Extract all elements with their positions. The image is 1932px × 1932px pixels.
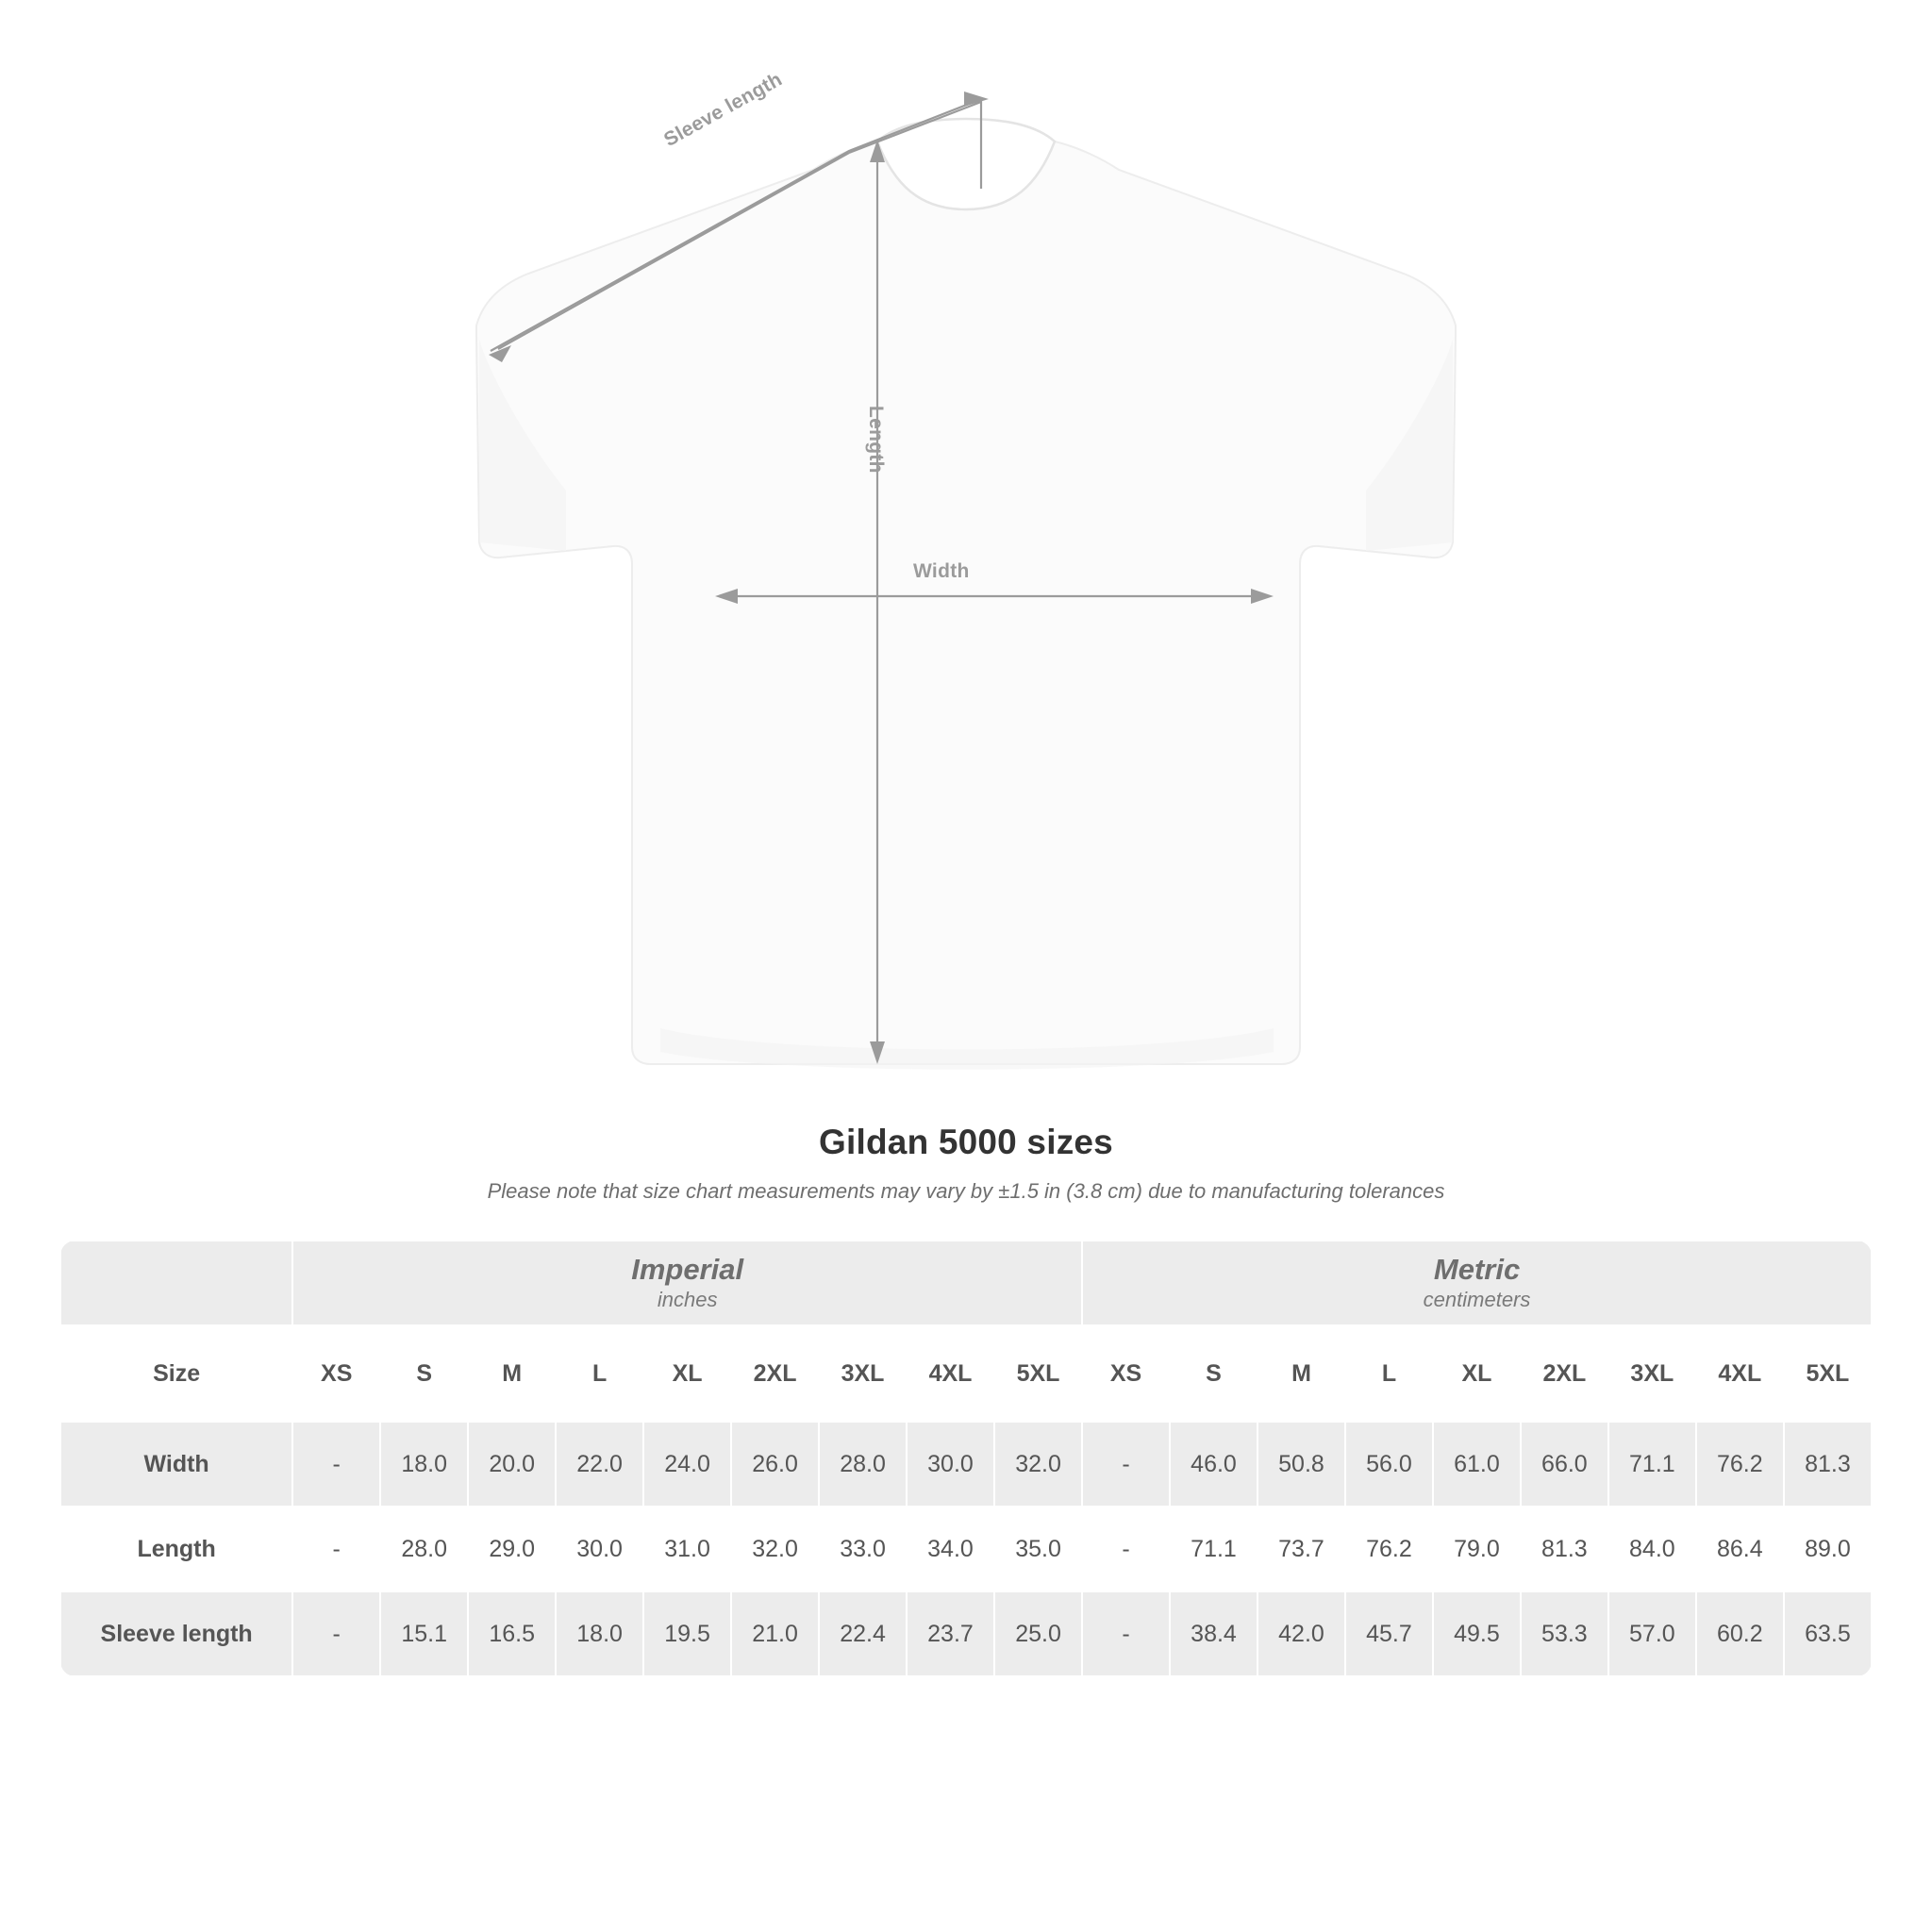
cell-length-metric-4: 79.0 bbox=[1433, 1507, 1521, 1591]
cell-sleeve-imperial-7: 23.7 bbox=[907, 1591, 994, 1676]
cell-sleeve-metric-6: 57.0 bbox=[1608, 1591, 1696, 1676]
cell-length-metric-1: 71.1 bbox=[1170, 1507, 1257, 1591]
cell-length-imperial-2: 29.0 bbox=[468, 1507, 556, 1591]
unit-group-metric bbox=[1082, 1241, 1872, 1325]
size-table-wrapper bbox=[59, 1240, 1873, 1677]
cell-length-imperial-3: 30.0 bbox=[556, 1507, 643, 1591]
cell-length-metric-3: 76.2 bbox=[1345, 1507, 1433, 1591]
cell-length-metric-2: 73.7 bbox=[1257, 1507, 1345, 1591]
size-header-imperial-3: L bbox=[556, 1325, 643, 1422]
cell-sleeve-imperial-1: 15.1 bbox=[380, 1591, 468, 1676]
cell-width-metric-8: 81.3 bbox=[1784, 1422, 1872, 1507]
size-header-label: Size bbox=[60, 1325, 292, 1422]
cell-width-metric-4: 61.0 bbox=[1433, 1422, 1521, 1507]
size-header-imperial-4: XL bbox=[643, 1325, 731, 1422]
cell-length-imperial-1: 28.0 bbox=[380, 1507, 468, 1591]
cell-sleeve-metric-0: - bbox=[1082, 1591, 1170, 1676]
cell-sleeve-metric-8: 63.5 bbox=[1784, 1591, 1872, 1676]
cell-length-metric-7: 86.4 bbox=[1696, 1507, 1784, 1591]
cell-width-imperial-1: 18.0 bbox=[380, 1422, 468, 1507]
table-row-length bbox=[60, 1507, 1872, 1591]
size-header-imperial-0: XS bbox=[292, 1325, 380, 1422]
cell-sleeve-imperial-3: 18.0 bbox=[556, 1591, 643, 1676]
cell-width-imperial-6: 28.0 bbox=[819, 1422, 907, 1507]
cell-sleeve-metric-1: 38.4 bbox=[1170, 1591, 1257, 1676]
size-header-metric-2: M bbox=[1257, 1325, 1345, 1422]
size-header-imperial-1: S bbox=[380, 1325, 468, 1422]
cell-sleeve-imperial-6: 22.4 bbox=[819, 1591, 907, 1676]
cell-length-imperial-6: 33.0 bbox=[819, 1507, 907, 1591]
cell-width-imperial-0: - bbox=[292, 1422, 380, 1507]
cell-width-metric-3: 56.0 bbox=[1345, 1422, 1433, 1507]
cell-length-metric-0: - bbox=[1082, 1507, 1170, 1591]
cell-length-metric-6: 84.0 bbox=[1608, 1507, 1696, 1591]
unit-metric-sub: centimeters bbox=[1423, 1287, 1531, 1311]
cell-sleeve-metric-3: 45.7 bbox=[1345, 1591, 1433, 1676]
size-header-imperial-7: 4XL bbox=[907, 1325, 994, 1422]
cell-length-imperial-5: 32.0 bbox=[731, 1507, 819, 1591]
row-label-sleeve-length: Sleeve length bbox=[60, 1591, 292, 1676]
cell-width-imperial-8: 32.0 bbox=[994, 1422, 1082, 1507]
cell-length-imperial-0: - bbox=[292, 1507, 380, 1591]
size-header-metric-5: 2XL bbox=[1521, 1325, 1608, 1422]
cell-width-imperial-2: 20.0 bbox=[468, 1422, 556, 1507]
cell-sleeve-imperial-0: - bbox=[292, 1591, 380, 1676]
row-label-length: Length bbox=[60, 1507, 292, 1591]
cell-width-imperial-5: 26.0 bbox=[731, 1422, 819, 1507]
cell-length-metric-8: 89.0 bbox=[1784, 1507, 1872, 1591]
size-header-imperial-2: M bbox=[468, 1325, 556, 1422]
cell-width-metric-2: 50.8 bbox=[1257, 1422, 1345, 1507]
cell-width-imperial-4: 24.0 bbox=[643, 1422, 731, 1507]
cell-sleeve-metric-7: 60.2 bbox=[1696, 1591, 1784, 1676]
size-header-metric-7: 4XL bbox=[1696, 1325, 1784, 1422]
cell-length-metric-5: 81.3 bbox=[1521, 1507, 1608, 1591]
cell-width-metric-1: 46.0 bbox=[1170, 1422, 1257, 1507]
size-header-metric-1: S bbox=[1170, 1325, 1257, 1422]
width-label: Width bbox=[913, 560, 970, 582]
cell-width-metric-7: 76.2 bbox=[1696, 1422, 1784, 1507]
size-header-imperial-8: 5XL bbox=[994, 1325, 1082, 1422]
cell-sleeve-imperial-2: 16.5 bbox=[468, 1591, 556, 1676]
cell-width-metric-6: 71.1 bbox=[1608, 1422, 1696, 1507]
size-header-imperial-5: 2XL bbox=[731, 1325, 819, 1422]
size-table bbox=[59, 1240, 1873, 1677]
table-row-sleeve-length bbox=[60, 1591, 1872, 1676]
cell-sleeve-imperial-5: 21.0 bbox=[731, 1591, 819, 1676]
size-header-metric-0: XS bbox=[1082, 1325, 1170, 1422]
length-label: Length bbox=[865, 406, 887, 474]
unit-group-imperial bbox=[292, 1241, 1082, 1325]
cell-width-imperial-3: 22.0 bbox=[556, 1422, 643, 1507]
cell-sleeve-imperial-4: 19.5 bbox=[643, 1591, 731, 1676]
page-title: Gildan 5000 sizes bbox=[819, 1123, 1113, 1161]
unit-imperial-sub: inches bbox=[657, 1287, 718, 1311]
sleeve-length-label: Sleeve length bbox=[660, 68, 786, 152]
title-block bbox=[0, 1123, 1932, 1204]
cell-width-metric-0: - bbox=[1082, 1422, 1170, 1507]
cell-length-imperial-8: 35.0 bbox=[994, 1507, 1082, 1591]
cell-sleeve-metric-2: 42.0 bbox=[1257, 1591, 1345, 1676]
size-header-metric-8: 5XL bbox=[1784, 1325, 1872, 1422]
size-header-imperial-6: 3XL bbox=[819, 1325, 907, 1422]
size-header-row bbox=[60, 1325, 1872, 1422]
cell-length-imperial-4: 31.0 bbox=[643, 1507, 731, 1591]
cell-width-metric-5: 66.0 bbox=[1521, 1422, 1608, 1507]
tshirt-shape bbox=[476, 119, 1456, 1070]
cell-width-imperial-7: 30.0 bbox=[907, 1422, 994, 1507]
cell-length-imperial-7: 34.0 bbox=[907, 1507, 994, 1591]
unit-imperial-name: Imperial bbox=[631, 1252, 744, 1286]
cell-sleeve-metric-4: 49.5 bbox=[1433, 1591, 1521, 1676]
table-row-width bbox=[60, 1422, 1872, 1507]
tolerance-note: Please note that size chart measurements may vary by ±1.5 in (3.8 cm) due to manufacturing tolerances bbox=[487, 1179, 1445, 1203]
size-header-metric-4: XL bbox=[1433, 1325, 1521, 1422]
unit-metric-name: Metric bbox=[1433, 1252, 1521, 1286]
size-header-metric-6: 3XL bbox=[1608, 1325, 1696, 1422]
row-label-width: Width bbox=[60, 1422, 292, 1507]
corner-cell bbox=[60, 1241, 292, 1325]
cell-sleeve-metric-5: 53.3 bbox=[1521, 1591, 1608, 1676]
unit-header-row bbox=[60, 1241, 1872, 1325]
size-header-metric-3: L bbox=[1345, 1325, 1433, 1422]
cell-sleeve-imperial-8: 25.0 bbox=[994, 1591, 1082, 1676]
